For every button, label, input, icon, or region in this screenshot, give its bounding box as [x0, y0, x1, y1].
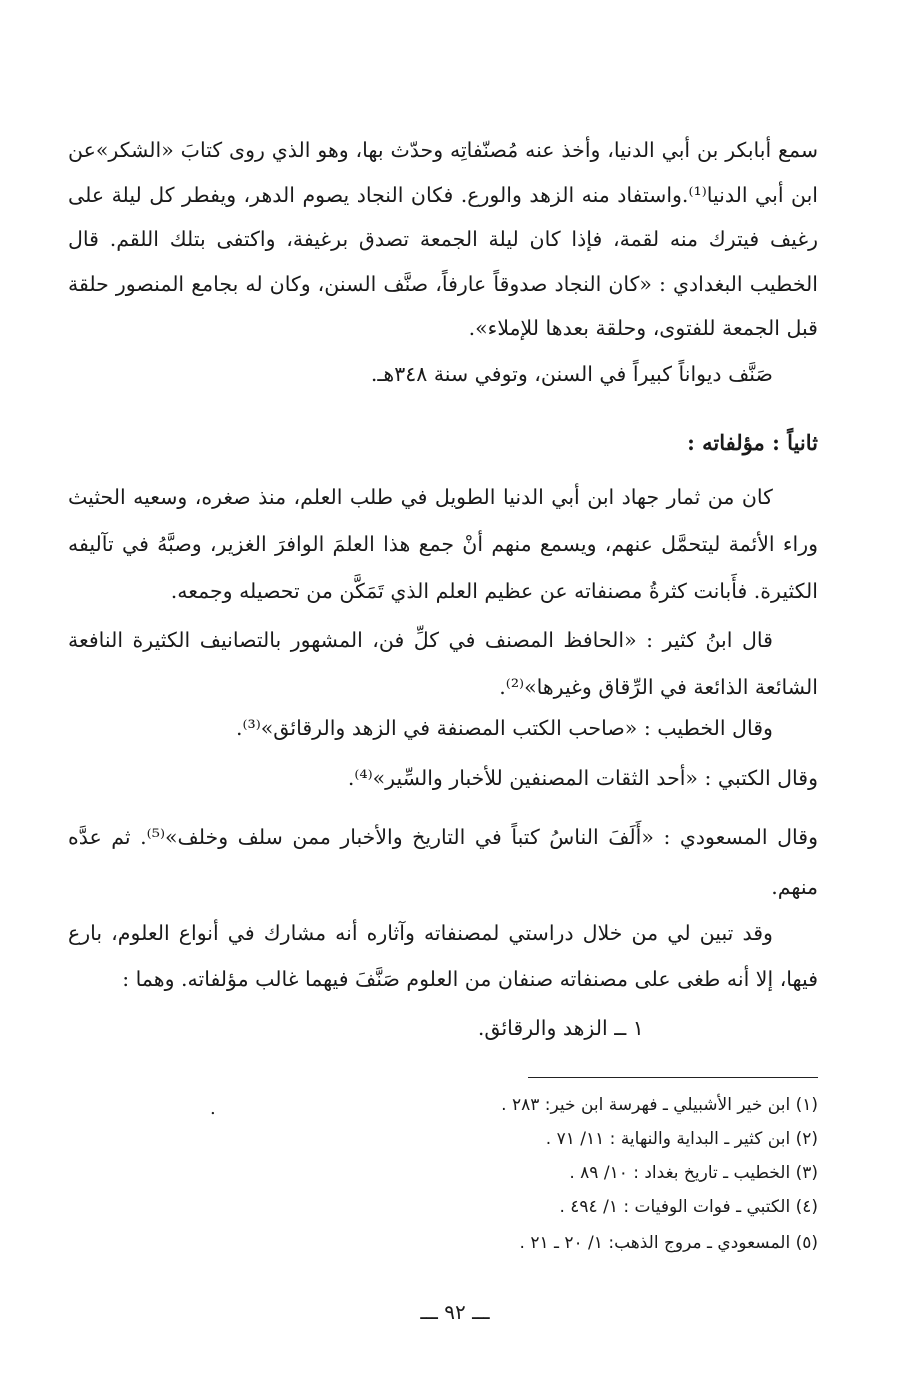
paragraph-5: وقال الكتبي : «أحد الثقات المصنفين للأخبار والسِّير»⁽⁴⁾. [347, 766, 818, 790]
paragraph-7: وقد تبين لي من خلال دراستي لمصنفاته وآثاره أنه مشارك في أنواع العلوم، بارع فيها، إلا أنه طغى على مصنفاته صنفان من العلوم صَنَّفَ فيهما غالب مؤلفاته. وهما : [68, 921, 818, 991]
list-item-1: ١ ــ الزهد والرقائق. [477, 1016, 644, 1040]
paragraph-1: سمع أبابكر بن أبي الدنيا، وأخذ عنه مُصنّفاتِه وحدّث بها، وهو الذي روى كتابَ «الشكر»عن ابن أبي الدنيا⁽¹⁾.واستفاد منه الزهد والورع. فكان النجاد يصوم الدهر، ويفطر كل ليلة على رغيف فيترك منه لقمة، فإذا كان ليلة الجمعة تصدق برغيفة، واكتفى بتلك اللقم. قال الخطيب البغدادي : «كان النجاد صدوقاً عارفاً، صنَّف السنن، وكان له بجامع المنصور حلقة قبل الجمعة للفتوى، وحلقة بعدها للإملاء». [68, 138, 818, 340]
footnote-1: (١) ابن خير الأشبيلي ـ فهرسة ابن خير: ٢٨٣ . [501, 1095, 818, 1115]
footnote-4: (٤) الكتبي ـ فوات الوفيات : ١/ ٤٩٤ . [559, 1197, 818, 1217]
paragraph-3: قال ابنُ كثير : «الحافظ المصنف في كلِّ فن، المشهور بالتصانيف الكثيرة النافعة الشائعة الذائعة في الرِّقاق وغيرها»⁽²⁾. [68, 628, 818, 699]
paragraph-4: وقال الخطيب : «صاحب الكتب المصنفة في الزهد والرقائق»⁽³⁾. [235, 716, 773, 740]
footnote-divider [528, 1077, 818, 1078]
footnote-3: (٣) الخطيب ـ تاريخ بغداد : ١٠/ ٨٩ . [569, 1163, 818, 1183]
stray-dot: . [210, 1098, 216, 1119]
footnote-5: (٥) المسعودي ـ مروج الذهب: ١/ ٢٠ ـ ٢١ . [519, 1233, 818, 1253]
footnote-2: (٢) ابن كثير ـ البداية والنهاية : ١١/ ٧١ . [545, 1129, 818, 1149]
section-heading: ثانياً : مؤلفاته : [687, 430, 818, 455]
paragraph-6: وقال المسعودي : «أَلَفَ الناسُ كتباً في التاريخ والأخبار ممن سلف وخلف»⁽⁵⁾. ثم عدَّه منهم. [68, 825, 818, 899]
paragraph-1b: صَنَّف ديواناً كبيراً في السنن، وتوفي سنة ٣٤٨هـ. [370, 362, 773, 386]
paragraph-2: كان من ثمار جهاد ابن أبي الدنيا الطويل في طلب العلم، منذ صغره، وسعيه الحثيث وراء الأئمة ليتحمَّل عنهم، ويسمع منهم أنْ جمع هذا العلمَ الوافرَ الغزير، وصبَّهُ في تآليفه الكثيرة. فأَبانت كثرةُ مصنفاته عن عظيم العلم الذي تَمَكَّن من تحصيله وجمعه. [68, 485, 818, 603]
page-number: ـــ ٩٢ ـــ [420, 1300, 490, 1324]
